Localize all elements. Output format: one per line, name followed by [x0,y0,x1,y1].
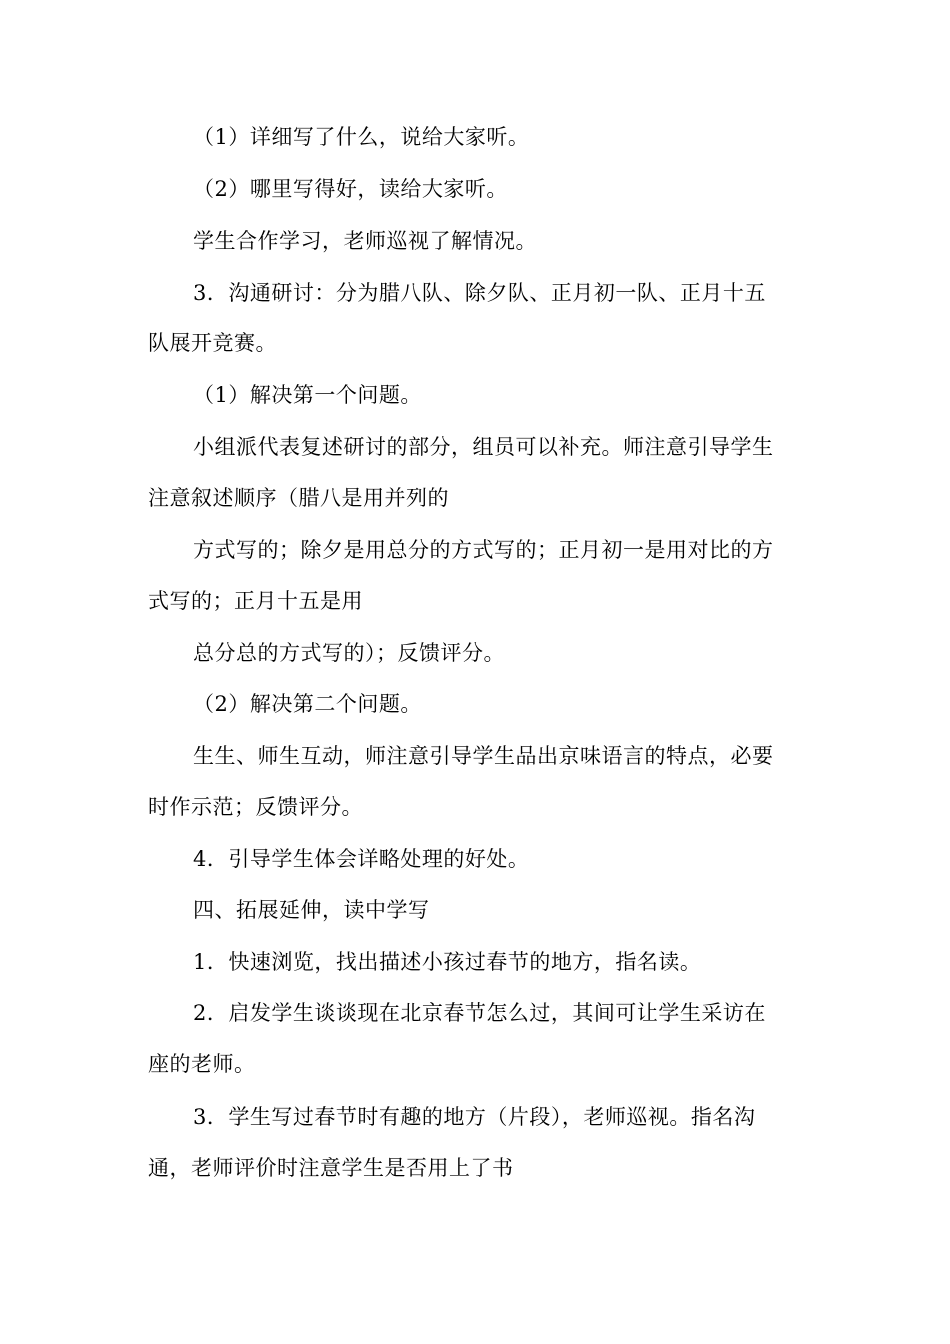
text-line: 2．启发学生谈谈现在北京春节怎么过，其间可让学生采访在 [193,1001,766,1025]
text-line: 3．学生写过春节时有趣的地方（片段），老师巡视。指名沟 [193,1105,756,1129]
text-line: 通，老师评价时注意学生是否用上了书 [148,1156,514,1180]
text-line: 1．快速浏览，找出描述小孩过春节的地方，指名读。 [193,950,702,974]
text-line: 时作示范；反馈评分。 [148,795,363,819]
text-line: （2）哪里写得好，读给大家听。 [193,177,508,201]
text-line: 注意叙述顺序（腊八是用并列的 [148,486,449,510]
text-line: 式写的；正月十五是用 [148,589,363,613]
text-line: 四、拓展延伸，读中学写 [193,898,430,922]
text-line: 方式写的；除夕是用总分的方式写的；正月初一是用对比的方 [193,538,774,562]
text-line: 座的老师。 [148,1052,256,1076]
text-line: （2）解决第二个问题。 [193,692,422,716]
text-line: 小组派代表复述研讨的部分，组员可以补充。师注意引导学生 [193,435,774,459]
text-line: 学生合作学习，老师巡视了解情况。 [193,229,537,253]
text-line: 队展开竞赛。 [148,331,277,355]
text-line: （1）详细写了什么，说给大家听。 [193,125,530,149]
text-line: 4．引导学生体会详略处理的好处。 [193,847,530,871]
text-line: 3．沟通研讨：分为腊八队、除夕队、正月初一队、正月十五 [193,281,766,305]
text-line: 总分总的方式写的）；反馈评分。 [193,641,505,665]
text-line: （1）解决第一个问题。 [193,383,422,407]
text-line: 生生、师生互动，师注意引导学生品出京味语言的特点，必要 [193,744,774,768]
